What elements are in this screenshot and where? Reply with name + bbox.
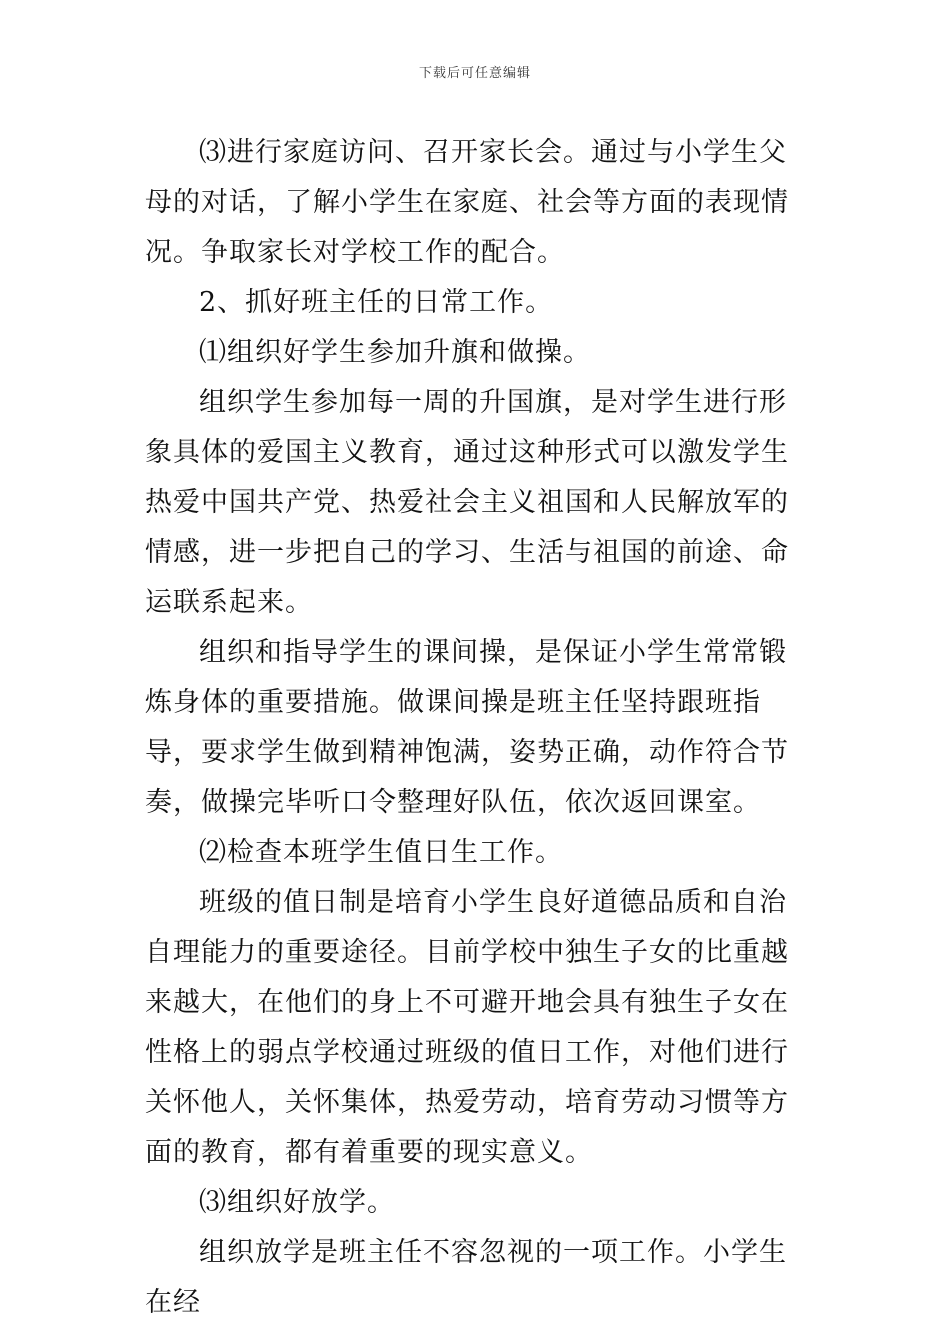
paragraph-dismissal: 组织放学是班主任不容忽视的一项工作。小学生在经 — [145, 1237, 787, 1318]
document-body — [145, 128, 813, 1328]
paragraph-duty-system: 班级的值日制是培育小学生良好道德品质和自治自理能力的重要途径。目前学校中独生子女的比重越来越大，在他们的身上不可避开地会具有独生子女在性格上的弱点学校通过班级的值日工作，对他们进行关怀他人，关怀集体，热爱劳动，培育劳动习惯等方面的教育，都有着重要的现实意义。 — [145, 887, 789, 1168]
subheading-dismissal: ⑶组织好放学。 — [199, 1187, 395, 1218]
page-header: 下载后可任意编辑 — [418, 66, 531, 81]
section-heading-daily-work: 2、抓好班主任的日常工作。 — [199, 287, 554, 318]
subheading-flag-and-exercise: ⑴组织好学生参加升旗和做操。 — [199, 337, 591, 368]
paragraph-home-visits: ⑶进行家庭访问、召开家长会。通过与小学生父母的对话，了解小学生在家庭、社会等方面的表现情况。争取家长对学校工作的配合。 — [145, 137, 789, 268]
paragraph-exercise: 组织和指导学生的课间操，是保证小学生常常锻炼身体的重要措施。做课间操是班主任坚持跟班指导，要求学生做到精神饱满，姿势正确，动作符合节奏，做操完毕听口令整理好队伍，依次返回课室。 — [145, 637, 789, 818]
subheading-duty-check: ⑵检查本班学生值日生工作。 — [199, 837, 563, 868]
paragraph-flag-raising: 组织学生参加每一周的升国旗，是对学生进行形象具体的爱国主义教育，通过这种形式可以激发学生热爱中国共产党、热爱社会主义祖国和人民解放军的情感，进一步把自己的学习、生活与祖国的前途、命运联系起来。 — [145, 387, 789, 618]
